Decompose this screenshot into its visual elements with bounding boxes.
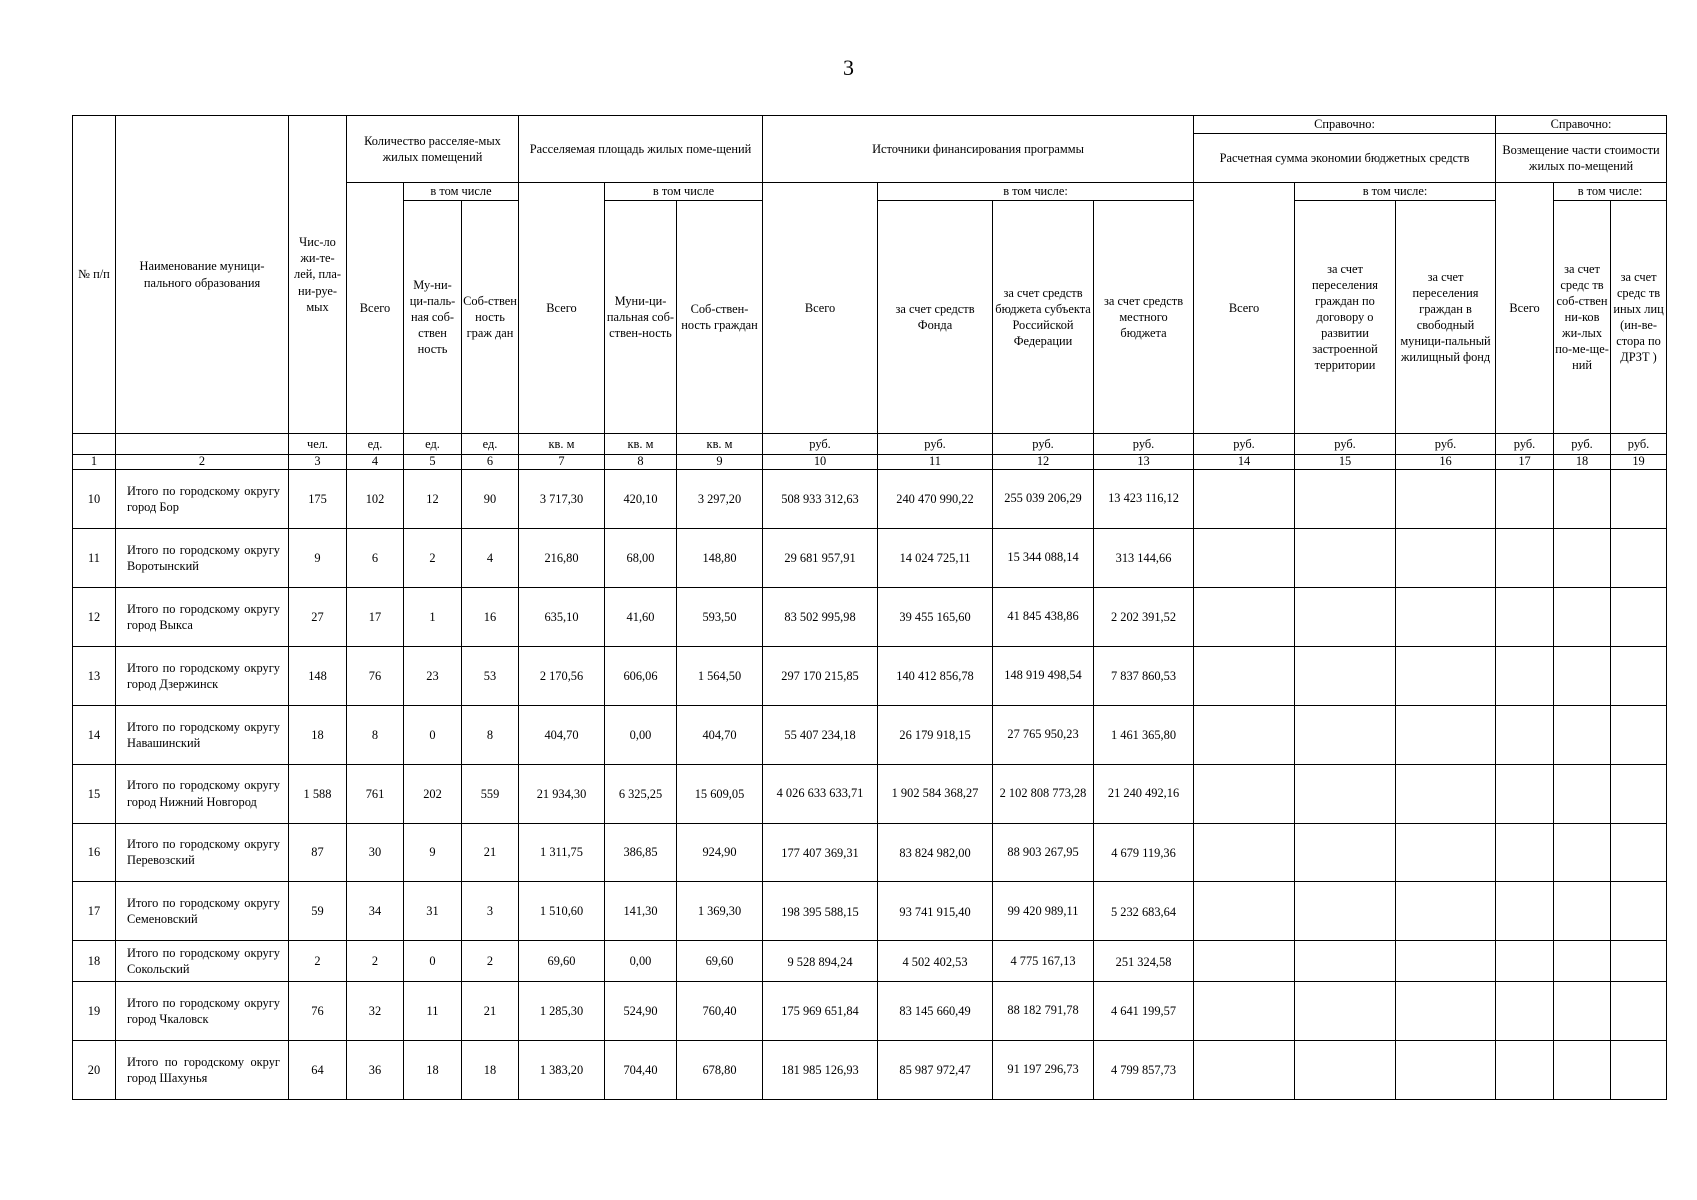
cell-residents: 64 <box>289 1040 347 1099</box>
cell-local: 5 232 683,64 <box>1094 882 1194 941</box>
cell-area-total: 3 717,30 <box>519 470 605 529</box>
cell-name: Итого по городскому округу Перевозский <box>116 823 289 882</box>
empty-cell <box>1611 882 1667 941</box>
empty-cell <box>1611 705 1667 764</box>
column-number: 16 <box>1396 455 1496 470</box>
table-row <box>73 882 1667 941</box>
column-number: 13 <box>1094 455 1194 470</box>
header-total-17: Всего <box>1496 183 1554 434</box>
unit-cell: руб. <box>1396 434 1496 455</box>
cell-fin-total: 297 170 215,85 <box>763 646 878 705</box>
empty-cell <box>1554 705 1611 764</box>
unit-cell: ед. <box>462 434 519 455</box>
empty-cell <box>1611 587 1667 646</box>
empty-cell <box>1396 764 1496 823</box>
empty-cell <box>1295 823 1396 882</box>
unit-cell: чел. <box>289 434 347 455</box>
cell-private: 53 <box>462 646 519 705</box>
column-number: 11 <box>878 455 993 470</box>
cell-residents: 18 <box>289 705 347 764</box>
cell-total: 102 <box>347 470 404 529</box>
cell-municipal: 202 <box>404 764 462 823</box>
cell-municipal: 23 <box>404 646 462 705</box>
empty-cell <box>1611 982 1667 1041</box>
cell-area-private: 148,80 <box>677 528 763 587</box>
cell-name: Итого по городскому округу Семеновский <box>116 882 289 941</box>
empty-cell <box>1396 823 1496 882</box>
header-private-area: Соб-ствен-ность граждан <box>677 201 763 434</box>
cell-area-municipal: 0,00 <box>605 705 677 764</box>
cell-local: 1 461 365,80 <box>1094 705 1194 764</box>
cell-regional: 27 765 950,23 <box>993 705 1094 764</box>
cell-area-private: 593,50 <box>677 587 763 646</box>
column-number: 7 <box>519 455 605 470</box>
header-total-4: Всего <box>347 183 404 434</box>
empty-cell <box>1611 1040 1667 1099</box>
empty-cell <box>1194 470 1295 529</box>
empty-cell <box>1295 587 1396 646</box>
column-numbers-row <box>73 455 1667 470</box>
empty-cell <box>1611 646 1667 705</box>
empty-cell <box>1396 1040 1496 1099</box>
cell-regional: 2 102 808 773,28 <box>993 764 1094 823</box>
cell-private: 2 <box>462 941 519 982</box>
table-row <box>73 646 1667 705</box>
header-including-5: в том числе: <box>1554 183 1667 201</box>
empty-cell <box>1295 528 1396 587</box>
cell-private: 4 <box>462 528 519 587</box>
cell-fund: 26 179 918,15 <box>878 705 993 764</box>
empty-cell <box>1396 646 1496 705</box>
table-row <box>73 1040 1667 1099</box>
cell-fund: 1 902 584 368,27 <box>878 764 993 823</box>
cell-municipal: 0 <box>404 705 462 764</box>
cell-num: 11 <box>73 528 116 587</box>
cell-fin-total: 181 985 126,93 <box>763 1040 878 1099</box>
cell-area-private: 1 564,50 <box>677 646 763 705</box>
column-number: 15 <box>1295 455 1396 470</box>
cell-area-municipal: 386,85 <box>605 823 677 882</box>
cell-num: 18 <box>73 941 116 982</box>
column-number: 3 <box>289 455 347 470</box>
empty-cell <box>1295 646 1396 705</box>
cell-area-municipal: 41,60 <box>605 587 677 646</box>
unit-cell: руб. <box>1295 434 1396 455</box>
header-investor-funds: за счет средс тв иных лиц (ин-ве-стора по ДРЗТ ) <box>1611 201 1667 434</box>
cell-name: Итого по городскому округу Воротынский <box>116 528 289 587</box>
cell-municipal: 2 <box>404 528 462 587</box>
cell-fund: 83 824 982,00 <box>878 823 993 882</box>
cell-num: 15 <box>73 764 116 823</box>
empty-cell <box>1496 941 1554 982</box>
cell-regional: 99 420 989,11 <box>993 882 1094 941</box>
empty-cell <box>1611 528 1667 587</box>
empty-cell <box>1611 470 1667 529</box>
cell-area-private: 69,60 <box>677 941 763 982</box>
header-municipal-units: Му-ни-ци-паль-ная соб-ствен ность <box>404 201 462 434</box>
empty-cell <box>1496 764 1554 823</box>
cell-area-private: 3 297,20 <box>677 470 763 529</box>
cell-regional: 4 775 167,13 <box>993 941 1094 982</box>
header-private-units: Соб-ствен ность граж дан <box>462 201 519 434</box>
header-savings: Расчетная сумма экономии бюджетных средств <box>1194 134 1496 183</box>
header-municipal-area: Муни-ци-пальная соб-ствен-ность <box>605 201 677 434</box>
cell-num: 16 <box>73 823 116 882</box>
header-name: Наименование муници-пального образования <box>116 116 289 434</box>
unit-cell: кв. м <box>605 434 677 455</box>
empty-cell <box>1496 705 1554 764</box>
empty-cell <box>1554 1040 1611 1099</box>
empty-cell <box>1295 764 1396 823</box>
empty-cell <box>1554 882 1611 941</box>
header-savings-free-fund: за счет переселения граждан в свободный муници-пальный жилищный фонд <box>1396 201 1496 434</box>
column-number: 9 <box>677 455 763 470</box>
cell-municipal: 1 <box>404 587 462 646</box>
units-row <box>73 434 1667 455</box>
header-including-4: в том числе: <box>1295 183 1496 201</box>
cell-total: 761 <box>347 764 404 823</box>
empty-cell <box>1554 646 1611 705</box>
cell-fin-total: 4 026 633 633,71 <box>763 764 878 823</box>
cell-area-municipal: 0,00 <box>605 941 677 982</box>
empty-cell <box>1554 587 1611 646</box>
header-total-10: Всего <box>763 183 878 434</box>
header-including-2: в том числе <box>605 183 763 201</box>
cell-area-total: 404,70 <box>519 705 605 764</box>
header-fund: за счет средств Фонда <box>878 201 993 434</box>
cell-local: 13 423 116,12 <box>1094 470 1194 529</box>
cell-local: 4 799 857,73 <box>1094 1040 1194 1099</box>
cell-total: 36 <box>347 1040 404 1099</box>
cell-name: Итого по городскому округу город Выкса <box>116 587 289 646</box>
cell-private: 21 <box>462 823 519 882</box>
cell-private: 16 <box>462 587 519 646</box>
table-row <box>73 941 1667 982</box>
cell-fund: 4 502 402,53 <box>878 941 993 982</box>
cell-area-total: 1 383,20 <box>519 1040 605 1099</box>
header-reference-1: Справочно: <box>1194 116 1496 134</box>
unit-cell: руб. <box>1611 434 1667 455</box>
empty-cell <box>1194 764 1295 823</box>
cell-area-total: 1 285,30 <box>519 982 605 1041</box>
cell-residents: 2 <box>289 941 347 982</box>
unit-cell: руб. <box>993 434 1094 455</box>
header-premises-area: Расселяемая площадь жилых поме-щений <box>519 116 763 183</box>
cell-fund: 240 470 990,22 <box>878 470 993 529</box>
cell-local: 4 679 119,36 <box>1094 823 1194 882</box>
cell-area-municipal: 606,06 <box>605 646 677 705</box>
empty-cell <box>1611 823 1667 882</box>
cell-total: 6 <box>347 528 404 587</box>
cell-num: 10 <box>73 470 116 529</box>
table-row <box>73 528 1667 587</box>
cell-fin-total: 175 969 651,84 <box>763 982 878 1041</box>
cell-local: 251 324,58 <box>1094 941 1194 982</box>
header-total-14: Всего <box>1194 183 1295 434</box>
column-number: 5 <box>404 455 462 470</box>
cell-regional: 15 344 088,14 <box>993 528 1094 587</box>
cell-regional: 148 919 498,54 <box>993 646 1094 705</box>
table-row <box>73 823 1667 882</box>
cell-local: 4 641 199,57 <box>1094 982 1194 1041</box>
cell-residents: 175 <box>289 470 347 529</box>
cell-area-private: 404,70 <box>677 705 763 764</box>
cell-num: 20 <box>73 1040 116 1099</box>
cell-area-total: 635,10 <box>519 587 605 646</box>
cell-residents: 87 <box>289 823 347 882</box>
cell-municipal: 18 <box>404 1040 462 1099</box>
cell-total: 76 <box>347 646 404 705</box>
cell-area-private: 678,80 <box>677 1040 763 1099</box>
cell-local: 313 144,66 <box>1094 528 1194 587</box>
empty-cell <box>1194 982 1295 1041</box>
cell-private: 8 <box>462 705 519 764</box>
table-row <box>73 764 1667 823</box>
header-funding: Источники финансирования программы <box>763 116 1194 183</box>
empty-cell <box>1295 470 1396 529</box>
empty-cell <box>1496 587 1554 646</box>
unit-cell: ед. <box>347 434 404 455</box>
column-number: 17 <box>1496 455 1554 470</box>
empty-cell <box>1496 882 1554 941</box>
cell-private: 3 <box>462 882 519 941</box>
cell-fin-total: 508 933 312,63 <box>763 470 878 529</box>
cell-private: 21 <box>462 982 519 1041</box>
cell-name: Итого по городскому округу город Дзержинск <box>116 646 289 705</box>
cell-regional: 41 845 438,86 <box>993 587 1094 646</box>
cell-area-total: 2 170,56 <box>519 646 605 705</box>
cell-municipal: 31 <box>404 882 462 941</box>
column-number: 6 <box>462 455 519 470</box>
cell-local: 21 240 492,16 <box>1094 764 1194 823</box>
cell-regional: 91 197 296,73 <box>993 1040 1094 1099</box>
unit-cell: руб. <box>1496 434 1554 455</box>
cell-area-municipal: 704,40 <box>605 1040 677 1099</box>
empty-cell <box>1194 882 1295 941</box>
cell-fund: 85 987 972,47 <box>878 1040 993 1099</box>
empty-cell <box>1496 982 1554 1041</box>
empty-cell <box>1496 1040 1554 1099</box>
table-row <box>73 587 1667 646</box>
cell-area-total: 1 510,60 <box>519 882 605 941</box>
column-number: 18 <box>1554 455 1611 470</box>
cell-area-municipal: 6 325,25 <box>605 764 677 823</box>
unit-cell: ед. <box>404 434 462 455</box>
empty-cell <box>1194 705 1295 764</box>
cell-name: Итого по городскому округ город Шахунья <box>116 1040 289 1099</box>
cell-residents: 76 <box>289 982 347 1041</box>
empty-cell <box>1396 882 1496 941</box>
empty-cell <box>1295 882 1396 941</box>
cell-area-total: 1 311,75 <box>519 823 605 882</box>
cell-regional: 88 182 791,78 <box>993 982 1094 1041</box>
cell-area-private: 15 609,05 <box>677 764 763 823</box>
cell-fund: 39 455 165,60 <box>878 587 993 646</box>
cell-municipal: 12 <box>404 470 462 529</box>
cell-residents: 27 <box>289 587 347 646</box>
header-local-budget: за счет средств местного бюджета <box>1094 201 1194 434</box>
cell-area-municipal: 141,30 <box>605 882 677 941</box>
cell-total: 34 <box>347 882 404 941</box>
table-row <box>73 705 1667 764</box>
column-number: 4 <box>347 455 404 470</box>
empty-cell <box>1554 982 1611 1041</box>
header-premises-count: Количество расселяе-мых жилых помещений <box>347 116 519 183</box>
empty-cell <box>1554 764 1611 823</box>
header-savings-drzt: за счет переселения граждан по договору о развитии застроенной территории <box>1295 201 1396 434</box>
unit-cell: кв. м <box>519 434 605 455</box>
cell-fin-total: 198 395 588,15 <box>763 882 878 941</box>
cell-fin-total: 29 681 957,91 <box>763 528 878 587</box>
header-compensation: Возмещение части стоимости жилых по-мещений <box>1496 134 1667 183</box>
cell-name: Итого по городскому округу город Бор <box>116 470 289 529</box>
empty-cell <box>1194 528 1295 587</box>
cell-municipal: 0 <box>404 941 462 982</box>
cell-private: 18 <box>462 1040 519 1099</box>
cell-area-municipal: 68,00 <box>605 528 677 587</box>
empty-cell <box>1554 528 1611 587</box>
empty-cell <box>1194 941 1295 982</box>
cell-fin-total: 83 502 995,98 <box>763 587 878 646</box>
cell-residents: 59 <box>289 882 347 941</box>
empty-cell <box>1396 941 1496 982</box>
column-number: 14 <box>1194 455 1295 470</box>
empty-cell <box>1295 705 1396 764</box>
cell-residents: 9 <box>289 528 347 587</box>
empty-cell <box>1194 1040 1295 1099</box>
cell-area-municipal: 524,90 <box>605 982 677 1041</box>
cell-num: 19 <box>73 982 116 1041</box>
table-row <box>73 982 1667 1041</box>
header-regional-budget: за счет средств бюджета субъекта Российской Федерации <box>993 201 1094 434</box>
page-number: 3 <box>843 55 854 80</box>
unit-cell: руб. <box>1554 434 1611 455</box>
resettlement-table <box>72 115 1667 1100</box>
column-number: 19 <box>1611 455 1667 470</box>
cell-fin-total: 9 528 894,24 <box>763 941 878 982</box>
header-residents: Чис-ло жи-те-лей, пла-ни-руе-мых <box>289 116 347 434</box>
empty-cell <box>1295 982 1396 1041</box>
header-owners-funds: за счет средс тв соб-ствен ни-ков жи-лых по-ме-ще-ний <box>1554 201 1611 434</box>
cell-private: 559 <box>462 764 519 823</box>
empty-cell <box>1496 470 1554 529</box>
cell-area-private: 924,90 <box>677 823 763 882</box>
unit-cell: кв. м <box>677 434 763 455</box>
cell-area-private: 1 369,30 <box>677 882 763 941</box>
header-including-1: в том числе <box>404 183 519 201</box>
cell-private: 90 <box>462 470 519 529</box>
column-number: 12 <box>993 455 1094 470</box>
empty-cell <box>1496 528 1554 587</box>
empty-cell <box>1396 528 1496 587</box>
cell-area-total: 21 934,30 <box>519 764 605 823</box>
cell-name: Итого по городскому округу Сокольский <box>116 941 289 982</box>
empty-cell <box>1194 587 1295 646</box>
cell-fin-total: 177 407 369,31 <box>763 823 878 882</box>
empty-cell <box>1554 941 1611 982</box>
empty-cell <box>1496 646 1554 705</box>
cell-area-municipal: 420,10 <box>605 470 677 529</box>
empty-cell <box>1396 587 1496 646</box>
header-reference-2: Справочно: <box>1496 116 1667 134</box>
empty-cell <box>1295 1040 1396 1099</box>
cell-total: 32 <box>347 982 404 1041</box>
cell-fund: 14 024 725,11 <box>878 528 993 587</box>
cell-name: Итого по городскому округу Навашинский <box>116 705 289 764</box>
empty-cell <box>1554 470 1611 529</box>
cell-municipal: 9 <box>404 823 462 882</box>
unit-cell: руб. <box>763 434 878 455</box>
cell-local: 7 837 860,53 <box>1094 646 1194 705</box>
empty-cell <box>1194 823 1295 882</box>
empty-cell <box>1194 646 1295 705</box>
cell-total: 17 <box>347 587 404 646</box>
header-including-3: в том числе: <box>878 183 1194 201</box>
header-num: № п/п <box>73 116 116 434</box>
empty-cell <box>1611 764 1667 823</box>
cell-name: Итого по городскому округу город Нижний Новгород <box>116 764 289 823</box>
cell-name: Итого по городскому округу город Чкаловск <box>116 982 289 1041</box>
cell-num: 13 <box>73 646 116 705</box>
empty-cell <box>1295 941 1396 982</box>
cell-area-private: 760,40 <box>677 982 763 1041</box>
empty-cell <box>1611 941 1667 982</box>
column-number: 1 <box>73 455 116 470</box>
cell-fund: 93 741 915,40 <box>878 882 993 941</box>
column-number: 2 <box>116 455 289 470</box>
cell-area-total: 216,80 <box>519 528 605 587</box>
cell-total: 8 <box>347 705 404 764</box>
empty-cell <box>1396 470 1496 529</box>
cell-residents: 1 588 <box>289 764 347 823</box>
cell-fund: 140 412 856,78 <box>878 646 993 705</box>
cell-num: 14 <box>73 705 116 764</box>
cell-total: 30 <box>347 823 404 882</box>
column-number: 8 <box>605 455 677 470</box>
unit-cell: руб. <box>1194 434 1295 455</box>
cell-num: 12 <box>73 587 116 646</box>
unit-cell: руб. <box>1094 434 1194 455</box>
cell-fin-total: 55 407 234,18 <box>763 705 878 764</box>
empty-cell <box>1554 823 1611 882</box>
cell-num: 17 <box>73 882 116 941</box>
cell-municipal: 11 <box>404 982 462 1041</box>
empty-cell <box>1396 982 1496 1041</box>
cell-local: 2 202 391,52 <box>1094 587 1194 646</box>
header-total-7: Всего <box>519 183 605 434</box>
empty-cell <box>1396 705 1496 764</box>
cell-regional: 88 903 267,95 <box>993 823 1094 882</box>
cell-total: 2 <box>347 941 404 982</box>
empty-cell <box>1496 823 1554 882</box>
table-row <box>73 470 1667 529</box>
cell-area-total: 69,60 <box>519 941 605 982</box>
cell-residents: 148 <box>289 646 347 705</box>
cell-fund: 83 145 660,49 <box>878 982 993 1041</box>
column-number: 10 <box>763 455 878 470</box>
unit-cell: руб. <box>878 434 993 455</box>
cell-regional: 255 039 206,29 <box>993 470 1094 529</box>
